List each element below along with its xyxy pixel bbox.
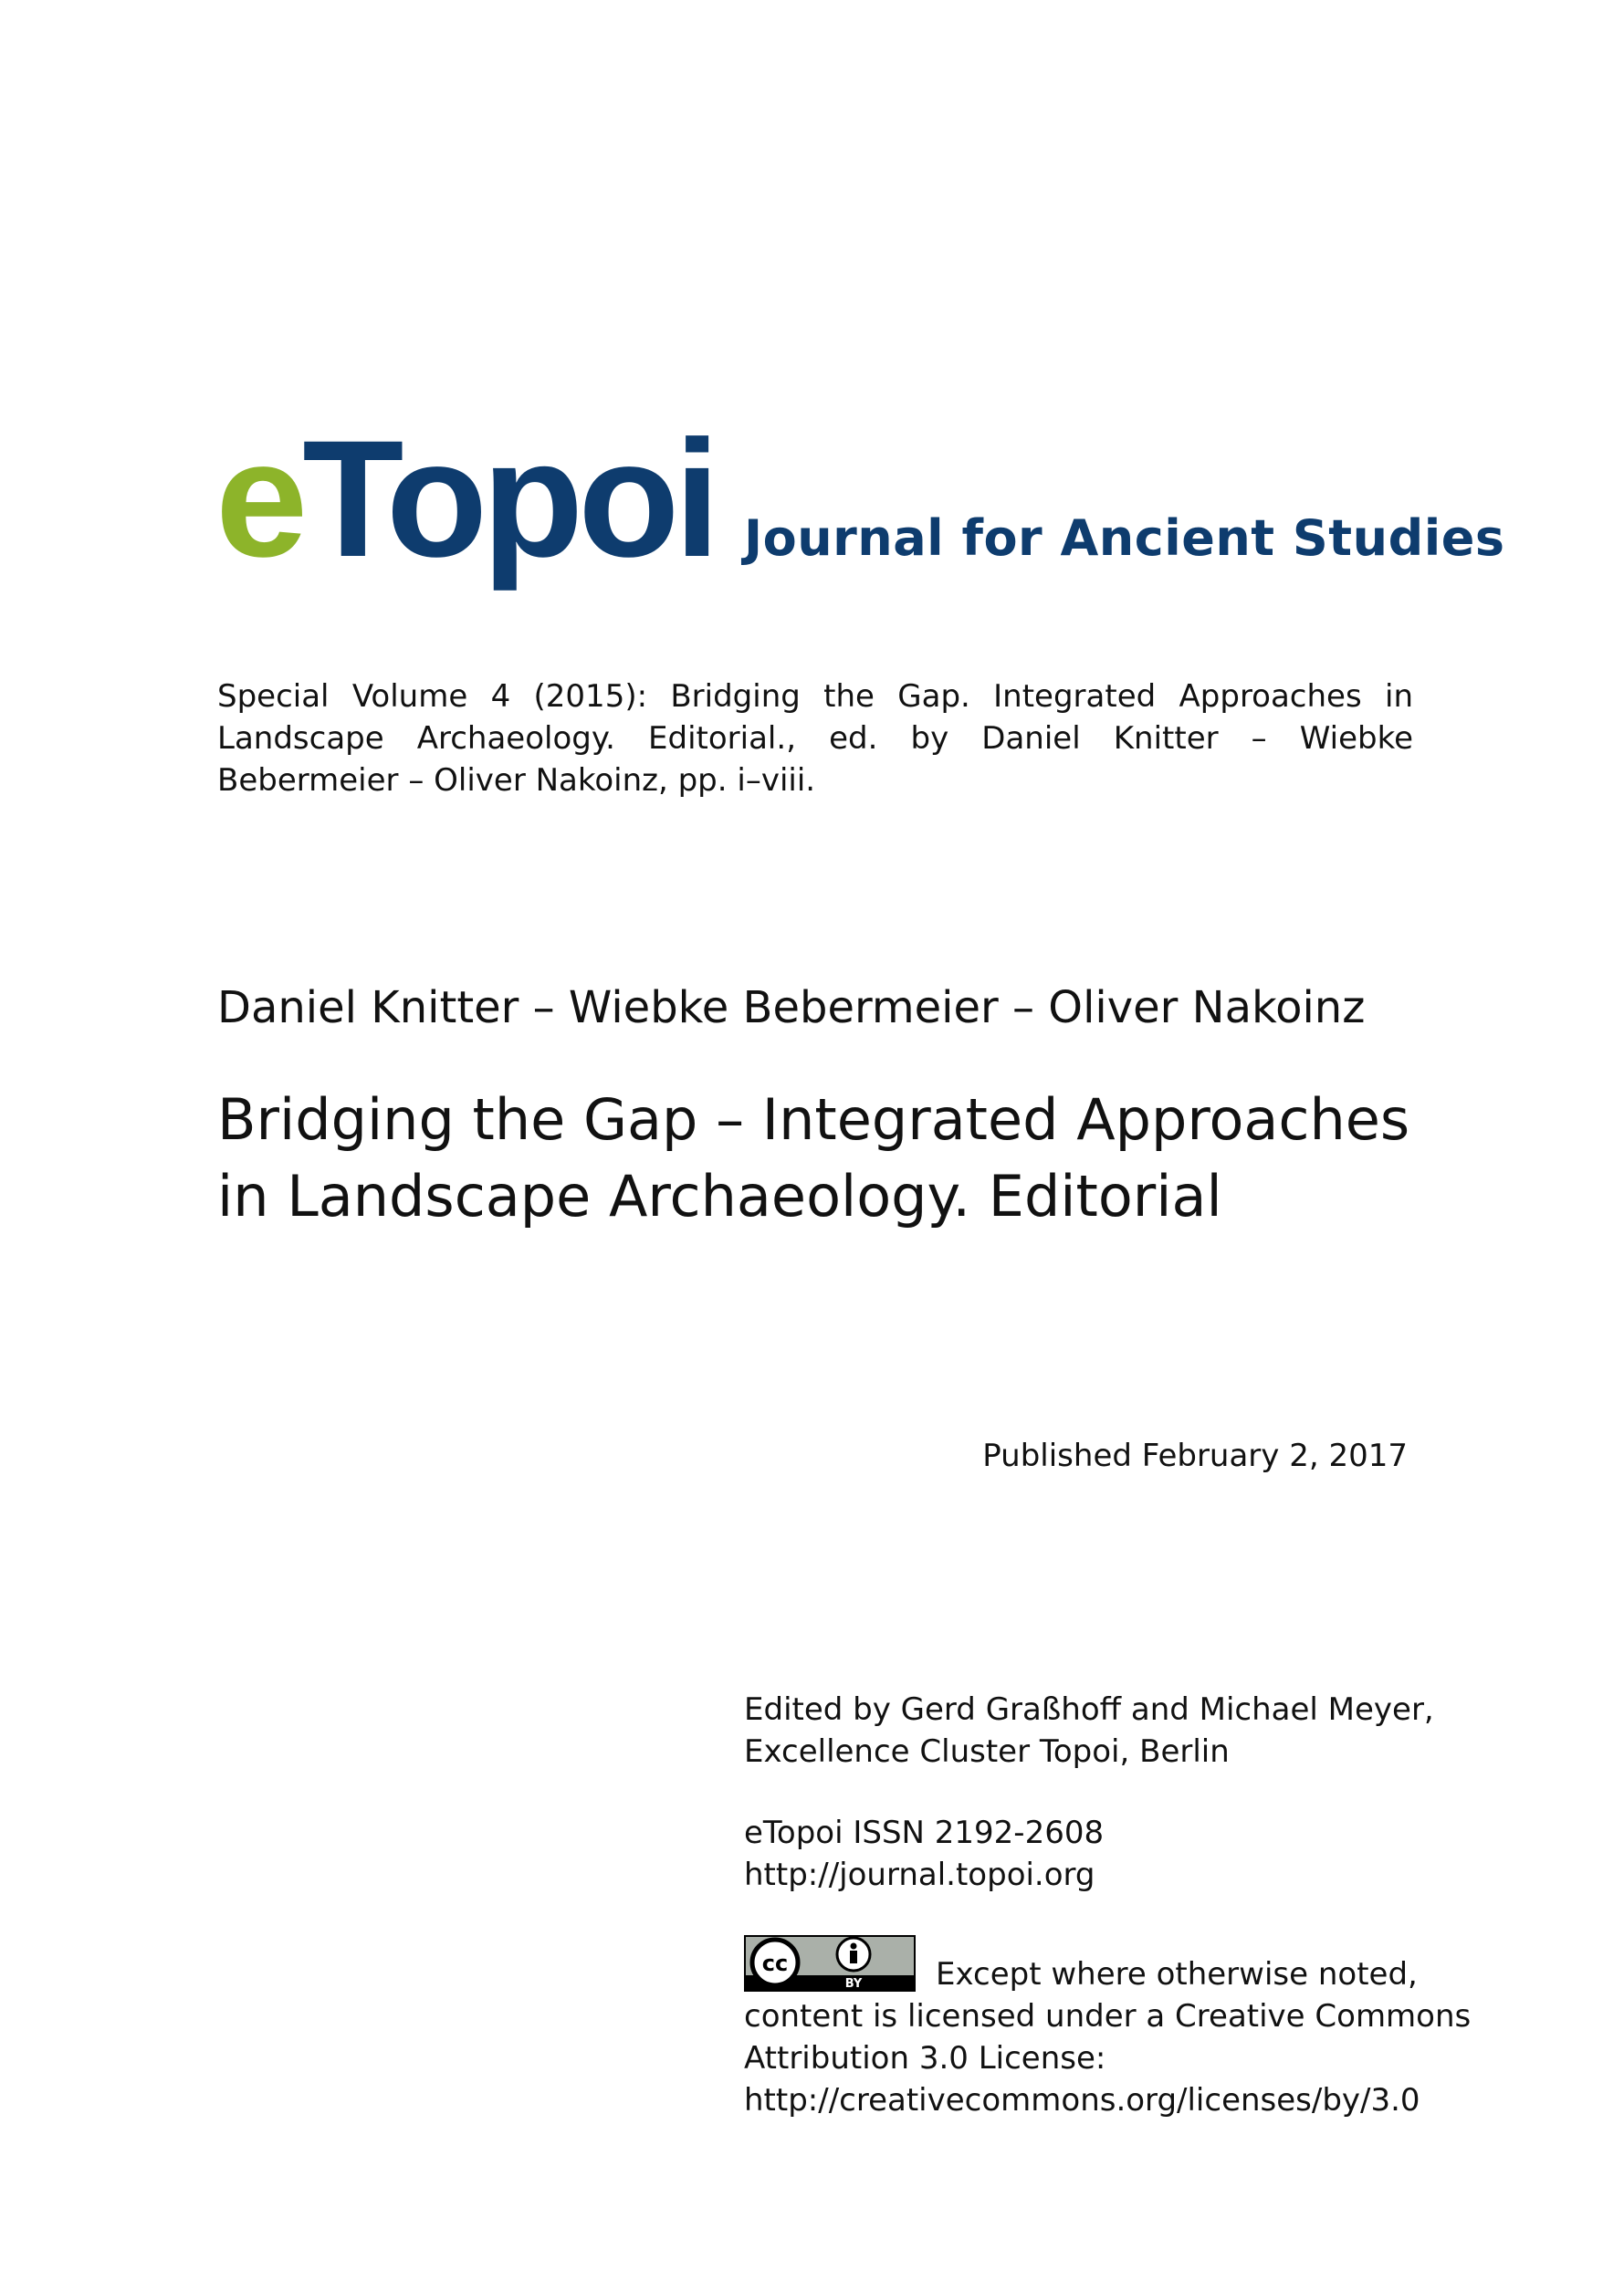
article-title: Bridging the Gap – Integrated Approaches in Landscape Archaeology. Editorial (217, 1086, 1410, 1230)
logo-topoi: Topoi (302, 405, 715, 591)
license-block (744, 1935, 1472, 2121)
editors-affiliation: Excellence Cluster Topoi, Berlin (744, 1733, 1230, 1770)
editors-block (744, 1689, 1434, 1773)
license-url[interactable]: http://creativecommons.org/licenses/by/3.0 (744, 2082, 1420, 2119)
editors-line: Edited by Gerd Graßhoff and Michael Meyer, (744, 1691, 1434, 1728)
license-line-1 (744, 1935, 1420, 1995)
license-line-2: content is licensed under a Creative Commons (744, 1998, 1472, 2035)
logo-e: e (215, 405, 303, 591)
license-line-3: Attribution 3.0 License: (744, 2040, 1106, 2077)
publication-date: Published February 2, 2017 (982, 1438, 1408, 1474)
by-badge-label: BY (844, 1977, 863, 1991)
article-authors: Daniel Knitter – Wiebke Bebermeier – Oliver Nakoinz (217, 982, 1366, 1033)
issn-text: eTopoi ISSN 2192-2608 (744, 1815, 1105, 1851)
cc-by-badge-icon (744, 1935, 916, 1992)
citation-text: Special Volume 4 (2015): Bridging the Gap. Integrated Approaches in Landscape Archaeology. Editorial., ed. by Daniel Knitter – Wiebke Bebermeier – Oliver Nakoinz, pp. i–viii. (217, 678, 1413, 799)
journal-title: Journal for Ancient Studies (744, 509, 1505, 567)
issn-block (744, 1812, 1420, 1896)
cc-badge-label: cc (761, 1951, 789, 1976)
journal-url[interactable]: http://journal.topoi.org (744, 1857, 1095, 1893)
license-text-1: Except where otherwise noted, (936, 1956, 1418, 1993)
journal-logo (215, 405, 715, 612)
